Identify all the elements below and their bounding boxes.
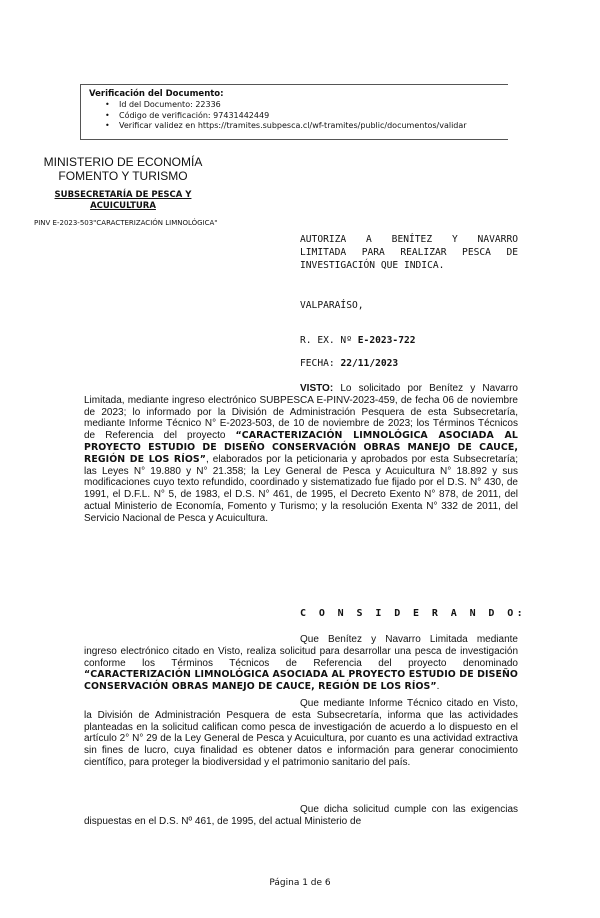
verification-title: Verificación del Documento: bbox=[89, 89, 224, 99]
visto-text-a: Lo solicitado por Benítez y Navarro Limitada, mediante ingreso electrónico SUBPESCA E-PINV-2023-459, de fecha 06 de noviembre de 2023; lo informado por la División de Administración Pesquera de esta Subsecretaría, mediante Informe Técnico N° E-2023-503, de 10 de noviembre de 2023; los Términos Técnicos de Referencia del proyecto bbox=[84, 383, 518, 442]
rex-label: R. EX. Nº bbox=[300, 335, 352, 346]
verification-code: • Código de verificación: 97431442449 bbox=[119, 111, 508, 122]
subsecretaria-name bbox=[22, 190, 224, 211]
considerando-heading: C O N S I D E R A N D O: bbox=[300, 608, 527, 619]
considerando-paragraph-3 bbox=[84, 804, 518, 828]
visto-text-b: , elaborados por la peticionaria y aprobados por esta Subsecretaría; las Leyes N° 19.880 y N° 21.358; la Ley General de Pesca y Acuicultura N° 18.892 y sus modificaciones cuyo texto refundido, coordinado y sistematizado fue fijado por el D.S. N° 430, de 1991, el D.F.L. N° 5, de 1983, el D.S. N° 461, de 1995, el Decreto Exento N° 878, de 2011, del actual Ministerio de Economía, Fomento y Turismo; y la resolución Exenta N° 332 de 2011, del Servicio Nacional de Pesca y Acuicultura. bbox=[84, 453, 518, 524]
pinv-reference: PINV E-2023-503"CARACTERIZACIÓN LIMNOLÓGICA" bbox=[34, 219, 218, 227]
p1-text: Que Benítez y Navarro Limitada mediante ingreso electrónico citado en Visto, realiza solicitud para desarrollar una pesca de investigación conforme los Términos Técnicos de Referencia del proyecto denominado bbox=[84, 634, 518, 669]
ministry-line-1: MINISTERIO DE ECONOMÍA bbox=[43, 155, 203, 169]
visto-paragraph bbox=[84, 383, 518, 525]
rex-number: E-2023-722 bbox=[357, 335, 416, 346]
resolution-number bbox=[300, 335, 518, 346]
subsecretaria-line-1: SUBSECRETARÍA DE PESCA Y bbox=[54, 190, 192, 200]
page-number: Página 1 de 6 bbox=[269, 878, 331, 888]
summary-line-1: AUTORIZA A BENÍTEZ Y NAVARRO bbox=[300, 234, 518, 245]
p2-text: Que mediante Informe Técnico citado en Visto, la División de Administración Pesquera de esta Subsecretaría, informa que las actividades planteadas en la solicitud califican como pesca de investigación de acuerdo a lo dispuesto en el artículo 2° N° 29 de la Ley General de Pesca y Acuicultura, por cuanto es una actividad extractiva sin fines de lucro, cuya finalidad es obtener datos e información para generar conocimiento científico, para proteger la biodiversidad y el patrimonio sanitario del país. bbox=[84, 698, 518, 768]
ministry-line-2: FOMENTO Y TURISMO bbox=[58, 168, 188, 183]
considerando-paragraph-2 bbox=[84, 698, 518, 769]
resolution-summary bbox=[300, 233, 518, 272]
date-label: FECHA: bbox=[300, 358, 335, 369]
document-id: • Id del Documento: 22336 bbox=[119, 100, 508, 111]
visto-project-name: “CARACTERIZACIÓN LIMNOLÓGICA ASOCIADA AL PROYECTO ESTUDIO DE DISEÑO CONSERVACIÓN OBRAS MANEJO DE CAUCE, REGIÓN DE LOS RÍOS” bbox=[84, 430, 518, 465]
verification-url[interactable]: • Verificar validez en https://tramites.subpesca.cl/wf-tramites/public/documentos/validar bbox=[119, 121, 508, 132]
p1-end: . bbox=[436, 681, 440, 693]
place: VALPARAÍSO, bbox=[300, 300, 364, 311]
resolution-date bbox=[300, 358, 518, 369]
ministry-name bbox=[22, 156, 224, 183]
p3-text: Que dicha solicitud cumple con las exigencias dispuestas en el D.S. Nº 461, de 1995, del actual Ministerio de bbox=[84, 804, 518, 827]
verification-box bbox=[80, 84, 508, 140]
summary-line-3: INVESTIGACIÓN QUE INDICA. bbox=[300, 260, 445, 271]
date-value: 22/11/2023 bbox=[340, 358, 399, 369]
summary-line-2: LIMITADA PARA REALIZAR PESCA DE bbox=[300, 247, 518, 258]
verification-list bbox=[89, 100, 508, 132]
visto-label: VISTO: bbox=[300, 383, 334, 394]
considerando-paragraph-1 bbox=[84, 634, 518, 693]
subsecretaria-line-2: ACUICULTURA bbox=[90, 200, 156, 211]
p1-project-name: “CARACTERIZACIÓN LIMNOLÓGICA ASOCIADA AL PROYECTO ESTUDIO DE DISEÑO CONSERVACIÓN OBRAS MANEJO DE CAUCE, REGIÓN DE LOS RÍOS” bbox=[84, 669, 518, 693]
